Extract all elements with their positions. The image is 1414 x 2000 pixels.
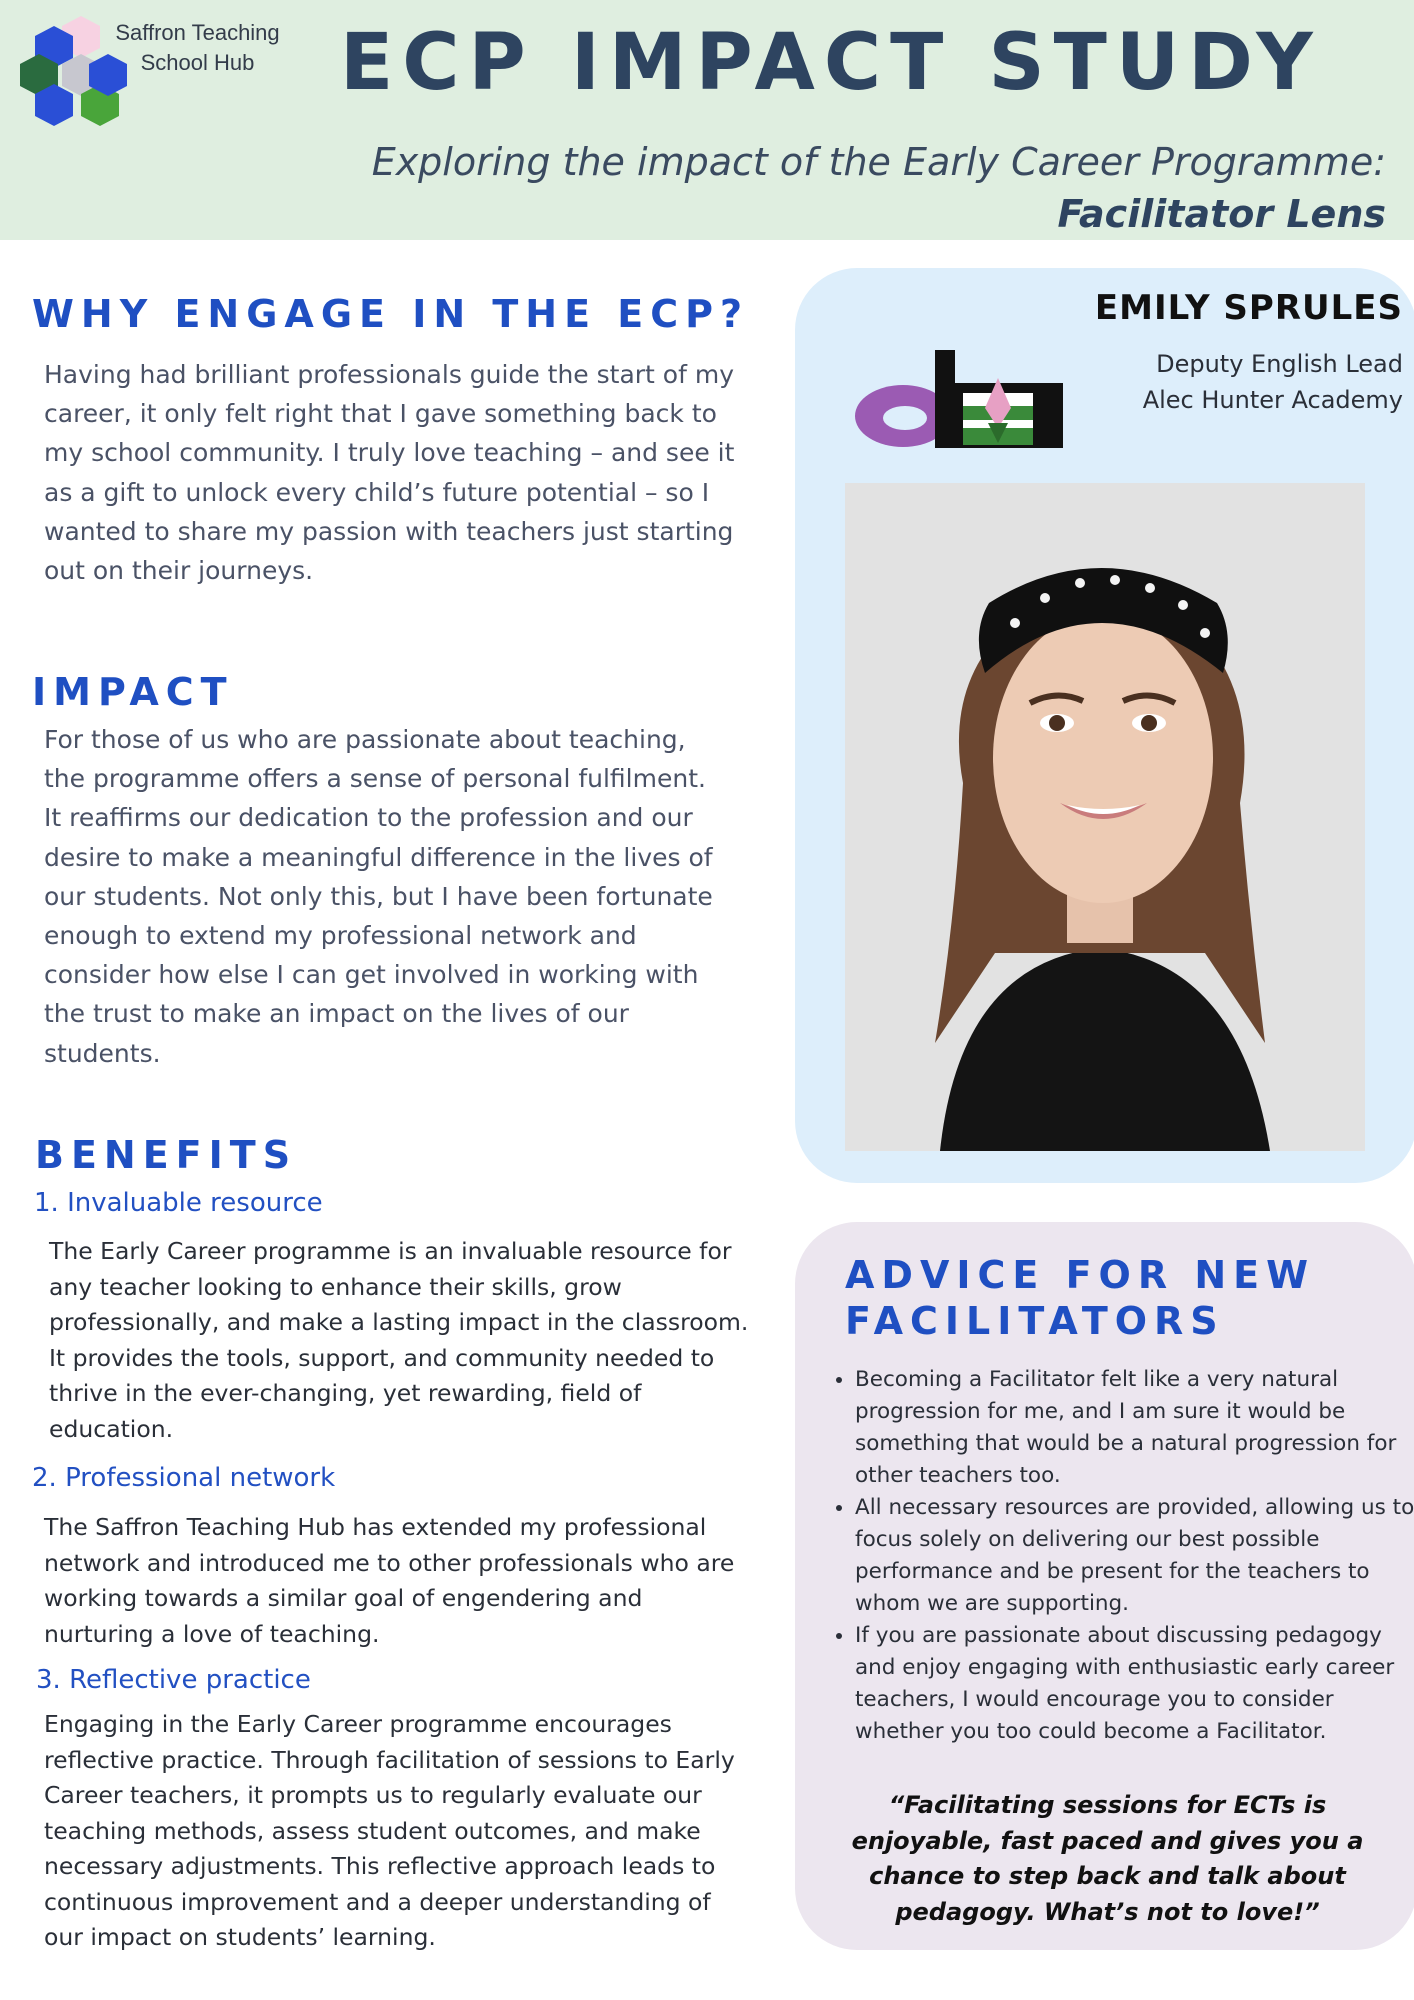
advice-quote: “Facilitating sessions for ECTs is enjoyable, fast paced and gives you a chance to step back and talk about pedagogy. What’s not to love!” bbox=[851, 1791, 1364, 1926]
why-heading: WHY ENGAGE IN THE ECP? bbox=[32, 292, 750, 336]
advice-item: • All necessary resources are provided, allowing us to focus solely on delivering our best possible performance and be present for the teachers to whom we are supporting. bbox=[855, 1492, 1414, 1620]
header-banner bbox=[0, 0, 1414, 240]
benefit-text-3: Engaging in the Early Career programme encourages reflective practice. Through facilitation of sessions to Early Career teachers, it prompts us to regularly evaluate our teaching methods, assess student outcomes, and make necessary adjustments. This reflective approach leads to continuous improvement and a deeper understanding of our impact on students’ learning. bbox=[44, 1710, 735, 1951]
portrait-photo bbox=[845, 483, 1365, 1151]
school-logo bbox=[843, 348, 1063, 450]
benefit-title-2: 2. Professional network bbox=[32, 1463, 336, 1493]
advice-card bbox=[795, 1222, 1414, 1950]
why-text: Having had brilliant professionals guide the start of my career, it only felt right that I gave something back to my school community. I truly love teaching – and see it as a gift to unlock every child’s future potential – so I wanted to share my passion with teachers just starting out on their journeys. bbox=[44, 360, 735, 586]
benefit-title-1: 1. Invaluable resource bbox=[34, 1188, 323, 1218]
impact-heading: IMPACT bbox=[32, 670, 234, 714]
profile-name: EMILY SPRULES bbox=[1094, 288, 1403, 328]
advice-item: • Becoming a Facilitator felt like a very natural progression for me, and I am sure it would be something that would be a natural progression for other teachers too. bbox=[855, 1364, 1414, 1492]
lens-label: Facilitator Lens bbox=[1057, 192, 1386, 236]
advice-heading bbox=[845, 1252, 1315, 1344]
profile-school: Alec Hunter Academy bbox=[1142, 386, 1403, 414]
benefit-title-3: 3. Reflective practice bbox=[36, 1665, 311, 1695]
profile-card bbox=[795, 268, 1414, 1183]
benefit-text-1: The Early Career programme is an invaluable resource for any teacher looking to enhance their skills, grow professionally, and make a lasting impact in the classroom. It provides the tools, support, and community needed to thrive in the ever-changing, yet rewarding, field of education. bbox=[49, 1237, 749, 1443]
benefits-heading: BENEFITS bbox=[35, 1133, 298, 1177]
advice-list bbox=[829, 1364, 1414, 1748]
profile-role bbox=[1143, 346, 1403, 418]
advice-heading-line-1: ADVICE FOR NEW bbox=[845, 1253, 1316, 1297]
impact-text: For those of us who are passionate about teaching, the programme offers a sense of personal fulfilment. It reaffirms our dedication to the profession and our desire to make a meaningful difference in the lives of our students. Not only this, but I have been fortunate enough to extend my professional network and consider how else I can get involved in working with the trust to make an impact on the lives of our students. bbox=[44, 725, 713, 1068]
page-title: ECP IMPACT STUDY bbox=[340, 18, 1322, 108]
advice-heading-line-2: FACILITATORS bbox=[845, 1299, 1225, 1343]
page-subtitle: Exploring the impact of the Early Career Programme: bbox=[371, 140, 1386, 184]
advice-item: • If you are passionate about discussing pedagogy and enjoy engaging with enthusiastic early career teachers, I would encourage you to consider whether you too could become a Facilitator. bbox=[855, 1620, 1414, 1748]
benefit-text-2: The Saffron Teaching Hub has extended my professional network and introduced me to other professionals who are working towards a similar goal of engendering and nurturing a love of teaching. bbox=[44, 1513, 735, 1648]
hub-name: Saffron Teaching School Hub bbox=[115, 20, 280, 75]
profile-role-title: Deputy English Lead bbox=[1156, 350, 1403, 378]
